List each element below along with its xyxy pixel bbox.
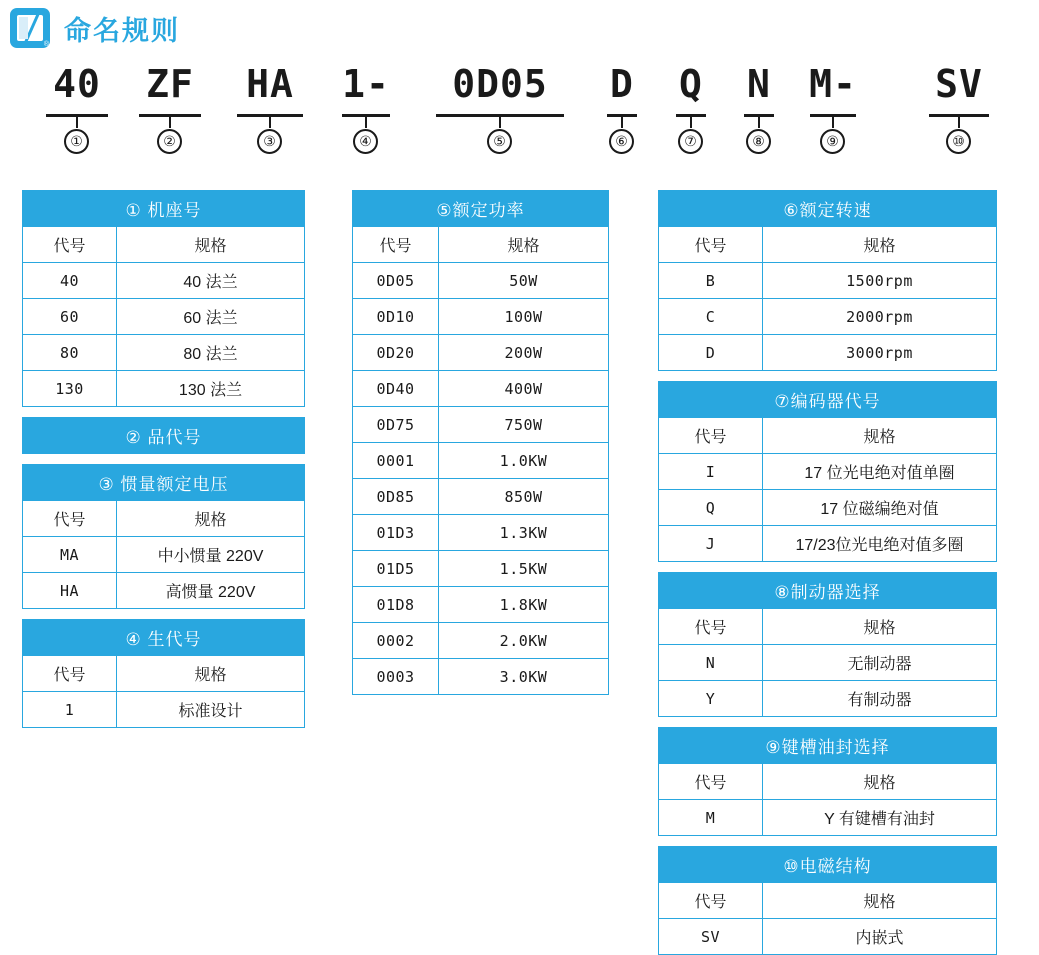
table-title: ① 机座号 — [23, 191, 305, 227]
table-row — [353, 659, 609, 695]
cell-spec: 17 位光电绝对值单圈 — [763, 454, 997, 490]
column-header: 代号 — [23, 501, 117, 537]
table-title-row — [23, 418, 305, 454]
table-spacer — [658, 836, 996, 846]
cell-spec: 内嵌式 — [763, 919, 997, 955]
cell-code: 0D10 — [353, 299, 439, 335]
cell-spec: 50W — [439, 263, 609, 299]
cell-code: HA — [23, 573, 117, 609]
cell-spec: 60 法兰 — [117, 299, 305, 335]
cell-spec: 无制动器 — [763, 645, 997, 681]
column-header: 规格 — [763, 883, 997, 919]
table-column-2 — [352, 190, 608, 695]
table-row — [353, 551, 609, 587]
table-title: ⑥额定转速 — [659, 191, 997, 227]
cell-code: 40 — [23, 263, 117, 299]
table-row — [659, 919, 997, 955]
table-row — [659, 800, 997, 836]
spec-table — [22, 464, 305, 609]
table-header-row — [659, 883, 997, 919]
model-code-segment: HA — [246, 62, 294, 106]
column-header: 代号 — [659, 609, 763, 645]
model-code-tick — [269, 114, 271, 128]
model-code-segment: N — [747, 62, 771, 106]
cell-code: J — [659, 526, 763, 562]
cell-spec: 1.5KW — [439, 551, 609, 587]
table-spacer — [22, 407, 304, 417]
table-row — [23, 335, 305, 371]
logo-registered-mark: ® — [43, 41, 49, 48]
table-row — [659, 490, 997, 526]
table-row — [353, 407, 609, 443]
model-code-tick — [758, 114, 760, 128]
table-row — [23, 692, 305, 728]
cell-code: 01D5 — [353, 551, 439, 587]
cell-code: M — [659, 800, 763, 836]
table-row — [23, 573, 305, 609]
model-code-row — [0, 62, 1017, 150]
cell-spec: 100W — [439, 299, 609, 335]
table-title: ⑩电磁结构 — [659, 847, 997, 883]
table-row — [659, 681, 997, 717]
column-header: 代号 — [23, 656, 117, 692]
cell-spec: 2.0KW — [439, 623, 609, 659]
column-header: 代号 — [23, 227, 117, 263]
table-header-row — [23, 227, 305, 263]
model-code-index-badge: ⑦ — [678, 129, 703, 154]
column-header: 规格 — [763, 227, 997, 263]
table-spacer — [22, 609, 304, 619]
model-code-index-badge: ⑩ — [946, 129, 971, 154]
table-row — [659, 645, 997, 681]
model-code-index-badge: ⑧ — [746, 129, 771, 154]
spec-table — [22, 619, 305, 728]
cell-spec: 750W — [439, 407, 609, 443]
table-spacer — [22, 454, 304, 464]
table-header-row — [659, 227, 997, 263]
page-header — [10, 8, 180, 48]
cell-code: 0001 — [353, 443, 439, 479]
cell-code: MA — [23, 537, 117, 573]
table-row — [659, 335, 997, 371]
cell-spec: 有制动器 — [763, 681, 997, 717]
model-code-tick — [169, 114, 171, 128]
cell-spec: 1.3KW — [439, 515, 609, 551]
cell-code: 0D75 — [353, 407, 439, 443]
column-header: 规格 — [763, 418, 997, 454]
model-code-segment: M- — [809, 62, 857, 106]
model-code-tick — [690, 114, 692, 128]
column-header: 代号 — [659, 764, 763, 800]
table-title: ④ 生代号 — [23, 620, 305, 656]
table-row — [353, 299, 609, 335]
table-title: ② 品代号 — [23, 418, 305, 454]
table-title-row — [659, 573, 997, 609]
column-header: 代号 — [659, 418, 763, 454]
cell-code: 0D85 — [353, 479, 439, 515]
table-row — [23, 371, 305, 407]
cell-spec: 130 法兰 — [117, 371, 305, 407]
table-title: ⑤额定功率 — [353, 191, 609, 227]
spec-table — [658, 190, 997, 371]
spec-table — [352, 190, 609, 695]
model-code-index-badge: ④ — [353, 129, 378, 154]
column-header: 规格 — [439, 227, 609, 263]
table-title-row — [23, 620, 305, 656]
cell-spec: 3000rpm — [763, 335, 997, 371]
cell-code: 0002 — [353, 623, 439, 659]
table-title-row — [353, 191, 609, 227]
table-header-row — [23, 656, 305, 692]
model-code-segment: D — [610, 62, 634, 106]
model-code-segment: 40 — [53, 62, 101, 106]
table-header-row — [353, 227, 609, 263]
table-row — [353, 623, 609, 659]
table-title-row — [23, 191, 305, 227]
table-header-row — [659, 418, 997, 454]
table-title-row — [659, 382, 997, 418]
table-header-row — [659, 609, 997, 645]
table-row — [659, 526, 997, 562]
cell-code: C — [659, 299, 763, 335]
cell-spec: 2000rpm — [763, 299, 997, 335]
cell-code: 0003 — [353, 659, 439, 695]
cell-code: 1 — [23, 692, 117, 728]
model-code-tick — [621, 114, 623, 128]
table-row — [23, 537, 305, 573]
table-row — [23, 299, 305, 335]
cell-code: Y — [659, 681, 763, 717]
table-title: ③ 惯量额定电压 — [23, 465, 305, 501]
table-title-row — [23, 465, 305, 501]
model-code-index-badge: ⑨ — [820, 129, 845, 154]
column-header: 代号 — [659, 227, 763, 263]
cell-code: Q — [659, 490, 763, 526]
cell-code: 01D3 — [353, 515, 439, 551]
cell-spec: 40 法兰 — [117, 263, 305, 299]
cell-code: 0D20 — [353, 335, 439, 371]
cell-code: B — [659, 263, 763, 299]
cell-code: 01D8 — [353, 587, 439, 623]
model-code-segment: ZF — [146, 62, 194, 106]
cell-code: N — [659, 645, 763, 681]
cell-spec: 17/23位光电绝对值多圈 — [763, 526, 997, 562]
table-spacer — [658, 717, 996, 727]
cell-spec: 80 法兰 — [117, 335, 305, 371]
model-code-index-badge: ① — [64, 129, 89, 154]
cell-code: D — [659, 335, 763, 371]
spec-table — [22, 190, 305, 407]
table-row — [23, 263, 305, 299]
model-code-index-badge: ② — [157, 129, 182, 154]
model-code-segment: Q — [679, 62, 703, 106]
model-code-index-badge: ⑤ — [487, 129, 512, 154]
table-title: ⑦编码器代号 — [659, 382, 997, 418]
table-row — [353, 515, 609, 551]
column-header: 规格 — [117, 501, 305, 537]
column-header: 规格 — [117, 227, 305, 263]
table-spacer — [658, 371, 996, 381]
spec-table — [658, 846, 997, 955]
column-header: 代号 — [659, 883, 763, 919]
cell-code: I — [659, 454, 763, 490]
page-title: 命名规则 — [64, 15, 180, 46]
model-code-segment: 1- — [342, 62, 390, 106]
model-code-tick — [499, 114, 501, 128]
cell-code: 0D40 — [353, 371, 439, 407]
model-code-tick — [365, 114, 367, 128]
table-title-row — [659, 191, 997, 227]
spec-table — [658, 727, 997, 836]
model-code-segment: SV — [935, 62, 983, 106]
model-code-index-badge: ⑥ — [609, 129, 634, 154]
cell-code: 60 — [23, 299, 117, 335]
cell-spec: Y 有键槽有油封 — [763, 800, 997, 836]
table-row — [659, 299, 997, 335]
table-row — [659, 263, 997, 299]
cell-spec: 高惯量 220V — [117, 573, 305, 609]
column-header: 代号 — [353, 227, 439, 263]
table-row — [659, 454, 997, 490]
table-row — [353, 263, 609, 299]
cell-spec: 3.0KW — [439, 659, 609, 695]
cell-code: SV — [659, 919, 763, 955]
cell-spec: 1.0KW — [439, 443, 609, 479]
cell-spec: 中小惯量 220V — [117, 537, 305, 573]
table-header-row — [23, 501, 305, 537]
table-column-1 — [22, 190, 304, 728]
table-row — [353, 371, 609, 407]
table-row — [353, 587, 609, 623]
model-code-tick — [958, 114, 960, 128]
table-row — [353, 443, 609, 479]
spec-table — [22, 417, 305, 454]
cell-code: 130 — [23, 371, 117, 407]
model-code-index-badge: ③ — [257, 129, 282, 154]
company-logo-icon — [10, 8, 50, 48]
table-row — [353, 479, 609, 515]
cell-spec: 850W — [439, 479, 609, 515]
table-title-row — [659, 728, 997, 764]
table-title-row — [659, 847, 997, 883]
cell-spec: 200W — [439, 335, 609, 371]
model-code-tick — [832, 114, 834, 128]
cell-spec: 1500rpm — [763, 263, 997, 299]
column-header: 规格 — [117, 656, 305, 692]
cell-code: 0D05 — [353, 263, 439, 299]
model-code-segment: 0D05 — [452, 62, 548, 106]
table-title: ⑧制动器选择 — [659, 573, 997, 609]
spec-table — [658, 381, 997, 562]
table-row — [353, 335, 609, 371]
table-spacer — [658, 562, 996, 572]
table-header-row — [659, 764, 997, 800]
cell-spec: 1.8KW — [439, 587, 609, 623]
cell-spec: 标准设计 — [117, 692, 305, 728]
table-column-3 — [658, 190, 996, 955]
column-header: 规格 — [763, 764, 997, 800]
model-code-tick — [76, 114, 78, 128]
cell-code: 80 — [23, 335, 117, 371]
spec-table — [658, 572, 997, 717]
table-title: ⑨键槽油封选择 — [659, 728, 997, 764]
cell-spec: 17 位磁编绝对值 — [763, 490, 997, 526]
cell-spec: 400W — [439, 371, 609, 407]
column-header: 规格 — [763, 609, 997, 645]
